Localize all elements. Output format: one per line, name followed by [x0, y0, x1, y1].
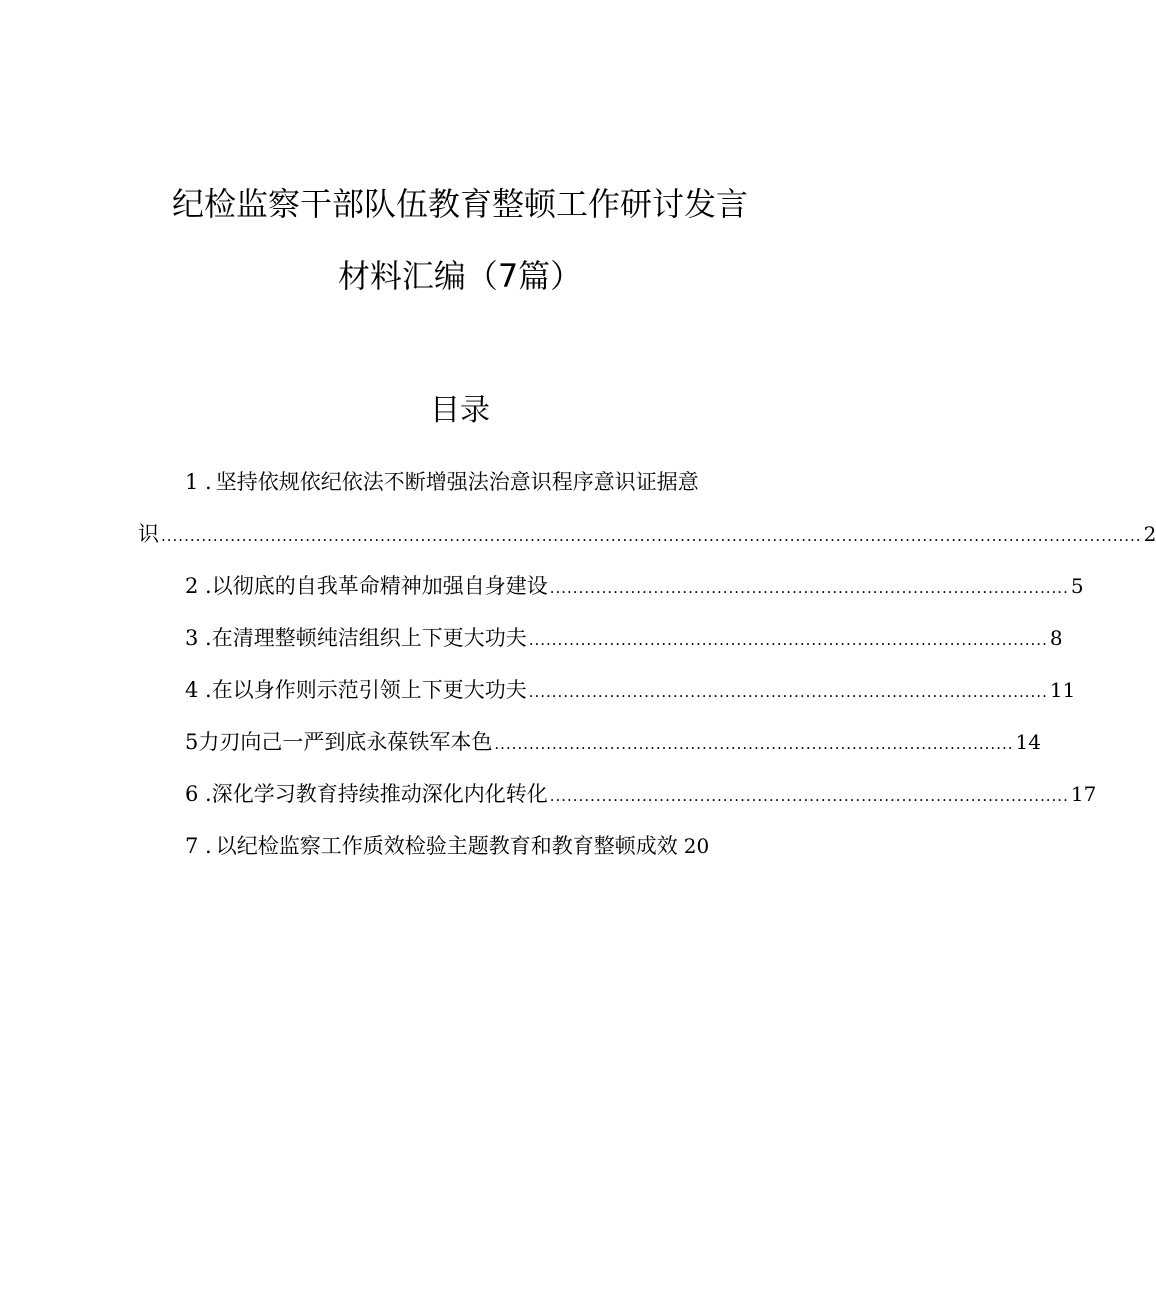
toc-item-2[interactable]: [185, 571, 1084, 601]
toc-item-title: 以纪检监察工作质效检验主题教育和教育整顿成效: [215, 834, 678, 858]
toc-item-title: 在清理整顿纯洁组织上下更大功夫: [211, 626, 527, 650]
toc-item-title-continued: 识: [138, 522, 159, 546]
toc-item-page-number: 2: [1143, 522, 1156, 546]
toc-item-number: 2 .: [185, 574, 212, 598]
toc-leader-dots: ..........................................................................................: [528, 683, 1048, 701]
toc-item-page-number: 8: [1049, 626, 1063, 650]
toc-leader-dots: ..........................................................................................: [549, 579, 1069, 597]
toc-item-7[interactable]: [185, 831, 785, 861]
toc-item-title: 以彻底的自我革命精神加强自身建设: [211, 574, 548, 598]
toc-item-1-line-1[interactable]: [185, 467, 785, 497]
toc-item-5[interactable]: [185, 727, 1041, 757]
toc-item-1-line-2[interactable]: [138, 519, 1156, 549]
toc-item-title: 在以身作则示范引领上下更大功夫: [211, 678, 527, 702]
toc-item-page-number: 17: [1070, 782, 1097, 806]
toc-leader-dots: ..........................................................................................: [494, 735, 1014, 753]
toc-item-page-number: 11: [1049, 678, 1076, 702]
toc-item-title: 深化学习教育持续推动深化内化转化: [211, 782, 548, 806]
toc-item-number: 1 .: [185, 470, 212, 494]
toc-leader-dots: ..........................................................................................................................................................................: [161, 527, 1142, 545]
toc-item-number: 4 .: [185, 678, 212, 702]
toc-item-6[interactable]: [185, 779, 1097, 809]
toc-item-number: 7 .: [185, 834, 212, 858]
toc-item-page-number: 20: [683, 834, 710, 858]
document-title-line-1: 纪检监察干部队伍教育整顿工作研讨发言: [171, 185, 748, 223]
toc-item-3[interactable]: [185, 623, 1063, 653]
toc-item-title: 力刃向己一严到底永葆铁军本色: [198, 730, 493, 754]
toc-item-number: 5: [185, 730, 199, 754]
toc-item-page-number: 5: [1070, 574, 1084, 598]
toc-item-page-number: 14: [1015, 730, 1041, 754]
toc-item-number: 6 .: [185, 782, 212, 806]
toc-heading: 目录: [430, 393, 490, 428]
toc-leader-dots: ..........................................................................................: [528, 631, 1048, 649]
toc-item-title: 坚持依规依纪依法不断增强法治意识程序意识证据意: [215, 470, 699, 494]
document-title-line-2: 材料汇编（7篇）: [337, 257, 583, 295]
toc-item-4[interactable]: [185, 675, 1076, 705]
toc-item-number: 3 .: [185, 626, 212, 650]
toc-leader-dots: ..........................................................................................: [549, 787, 1069, 805]
